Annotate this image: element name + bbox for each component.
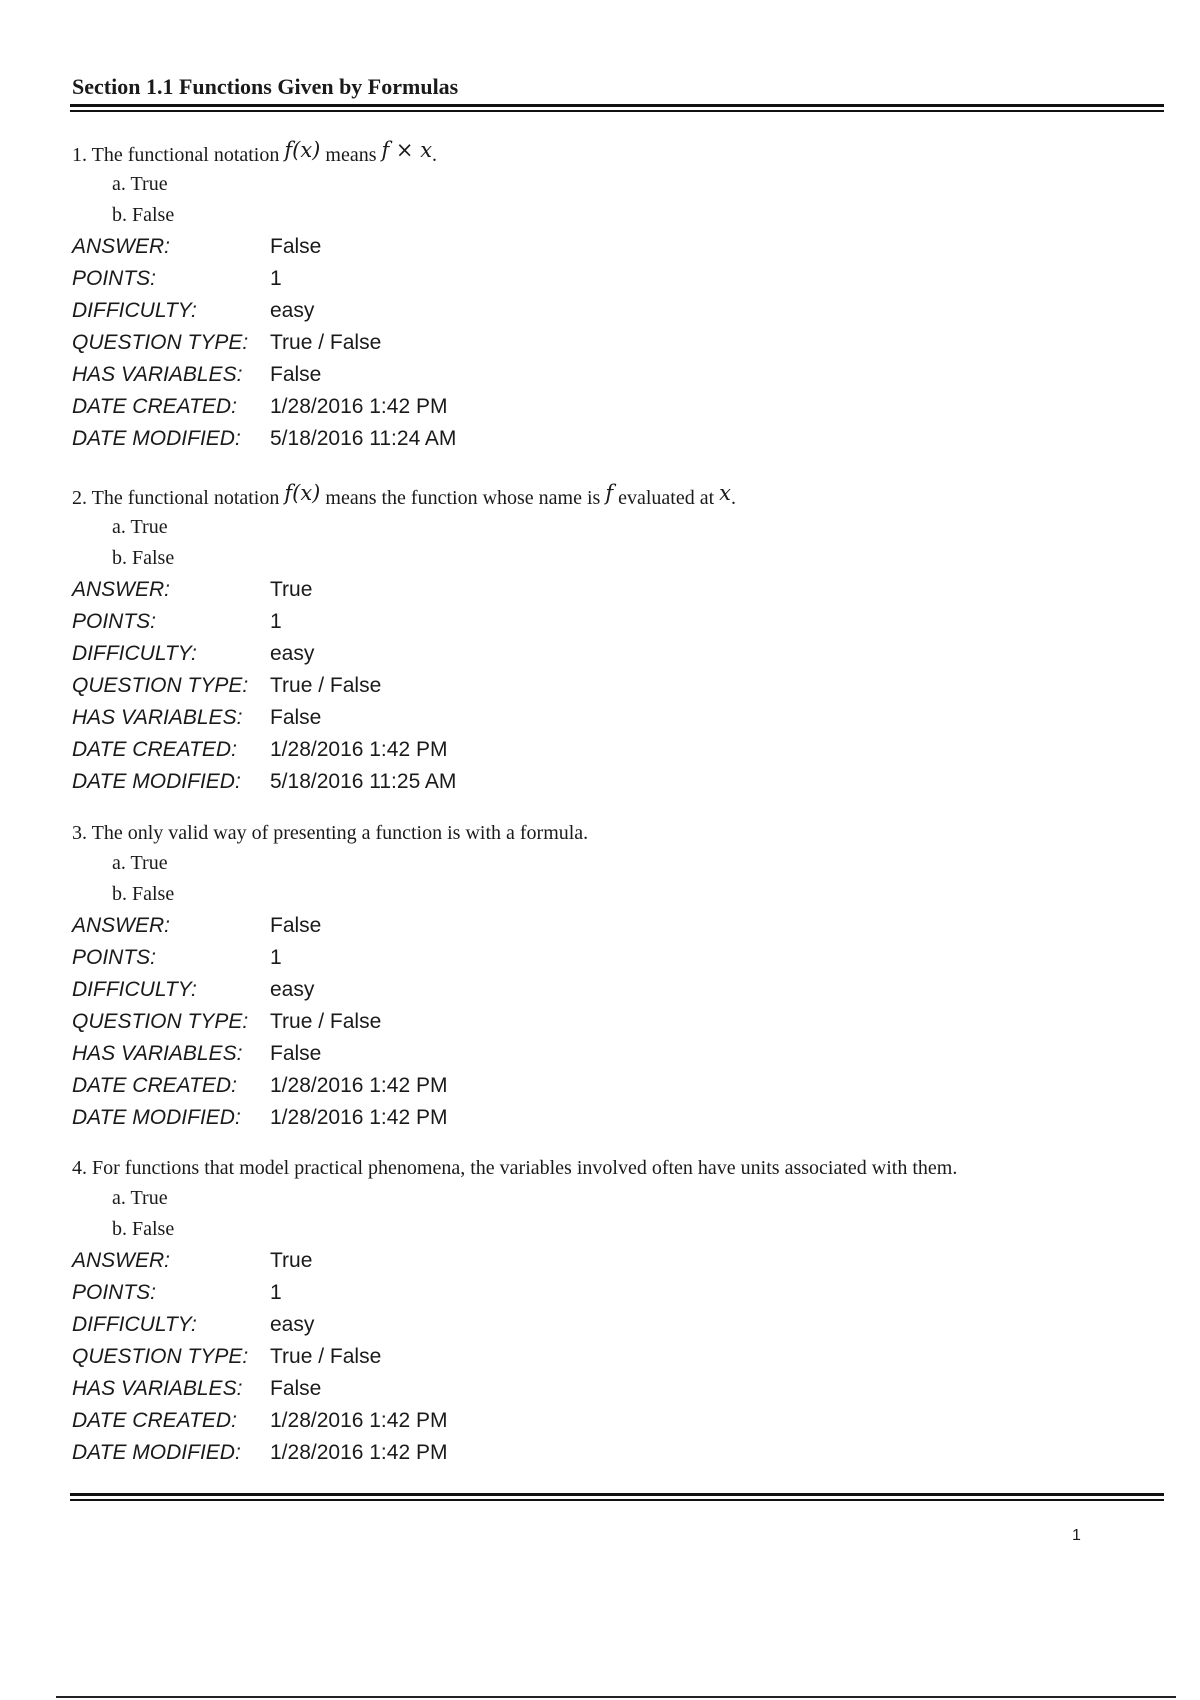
has-variables-row: HAS VARIABLES: False — [72, 1377, 322, 1400]
question-type-row: QUESTION TYPE: True / False — [72, 1345, 382, 1368]
choice-a: a. True — [112, 852, 168, 874]
question-4 — [72, 1153, 1172, 1469]
choice-b: b. False — [112, 204, 175, 226]
answer-row: ANSWER: True — [72, 1245, 1172, 1277]
math-fx: f(x) — [284, 481, 321, 505]
choice-b: b. False — [112, 883, 175, 905]
date-modified-row: DATE MODIFIED: 5/18/2016 11:25 AM — [72, 770, 457, 793]
section-title: Section 1.1 Functions Given by Formulas — [72, 74, 459, 99]
choice-b: b. False — [112, 1218, 175, 1240]
answer-value: True — [270, 578, 313, 601]
question-type-row: QUESTION TYPE: True / False — [72, 1010, 382, 1033]
question-3 — [72, 818, 1172, 1134]
points-row: POINTS: 1 — [72, 946, 282, 969]
question-stem: 3. The only valid way of presenting a function is with a formula. — [72, 822, 589, 844]
points-row: POINTS: 1 — [72, 1281, 282, 1304]
date-created-row: DATE CREATED: 1/28/2016 1:42 PM — [72, 395, 448, 418]
top-double-rule — [70, 104, 1164, 112]
points-row: POINTS: 1 — [72, 610, 282, 633]
choice-b: b. False — [112, 547, 175, 569]
answer-value: False — [270, 914, 322, 937]
question-1 — [72, 139, 1172, 455]
date-created-row: DATE CREATED: 1/28/2016 1:42 PM — [72, 1074, 448, 1097]
date-modified-row: DATE MODIFIED: 1/28/2016 1:42 PM — [72, 1441, 448, 1464]
question-stem: 4. For functions that model practical phenomena, the variables involved often have units associated with them. — [72, 1157, 958, 1179]
question-type-row: QUESTION TYPE: True / False — [72, 331, 382, 354]
answer-value: False — [270, 235, 322, 258]
math-f-times-x: f × x — [381, 138, 433, 162]
difficulty-row: DIFFICULTY: easy — [72, 1313, 315, 1336]
has-variables-row: HAS VARIABLES: False — [72, 1042, 322, 1065]
answer-row: ANSWER: True — [72, 574, 1172, 606]
date-created-row: DATE CREATED: 1/28/2016 1:42 PM — [72, 1409, 448, 1432]
question-stem: 1. The functional notation f(x) means f × x. — [72, 138, 438, 166]
answer-value: True — [270, 1249, 313, 1272]
question-type-row: QUESTION TYPE: True / False — [72, 674, 382, 697]
math-f: f — [605, 481, 614, 505]
answer-row: ANSWER: False — [72, 231, 1172, 263]
difficulty-row: DIFFICULTY: easy — [72, 978, 315, 1001]
bottom-double-rule — [70, 1493, 1164, 1501]
difficulty-row: DIFFICULTY: easy — [72, 642, 315, 665]
has-variables-row: HAS VARIABLES: False — [72, 363, 322, 386]
date-created-row: DATE CREATED: 1/28/2016 1:42 PM — [72, 738, 448, 761]
choice-a: a. True — [112, 173, 168, 195]
date-modified-row: DATE MODIFIED: 1/28/2016 1:42 PM — [72, 1106, 448, 1129]
answer-row: ANSWER: False — [72, 910, 1172, 942]
page-number: 1 — [1072, 1527, 1081, 1544]
has-variables-row: HAS VARIABLES: False — [72, 706, 322, 729]
footer-rule — [56, 1696, 1176, 1698]
points-row: POINTS: 1 — [72, 267, 282, 290]
question-stem: 2. The functional notation f(x) means the function whose name is f evaluated at x. — [72, 481, 737, 509]
math-x: x — [719, 481, 732, 505]
question-2 — [72, 482, 1172, 798]
difficulty-row: DIFFICULTY: easy — [72, 299, 315, 322]
choice-a: a. True — [112, 1187, 168, 1209]
date-modified-row: DATE MODIFIED: 5/18/2016 11:24 AM — [72, 427, 457, 450]
math-fx: f(x) — [284, 138, 321, 162]
choice-a: a. True — [112, 516, 168, 538]
